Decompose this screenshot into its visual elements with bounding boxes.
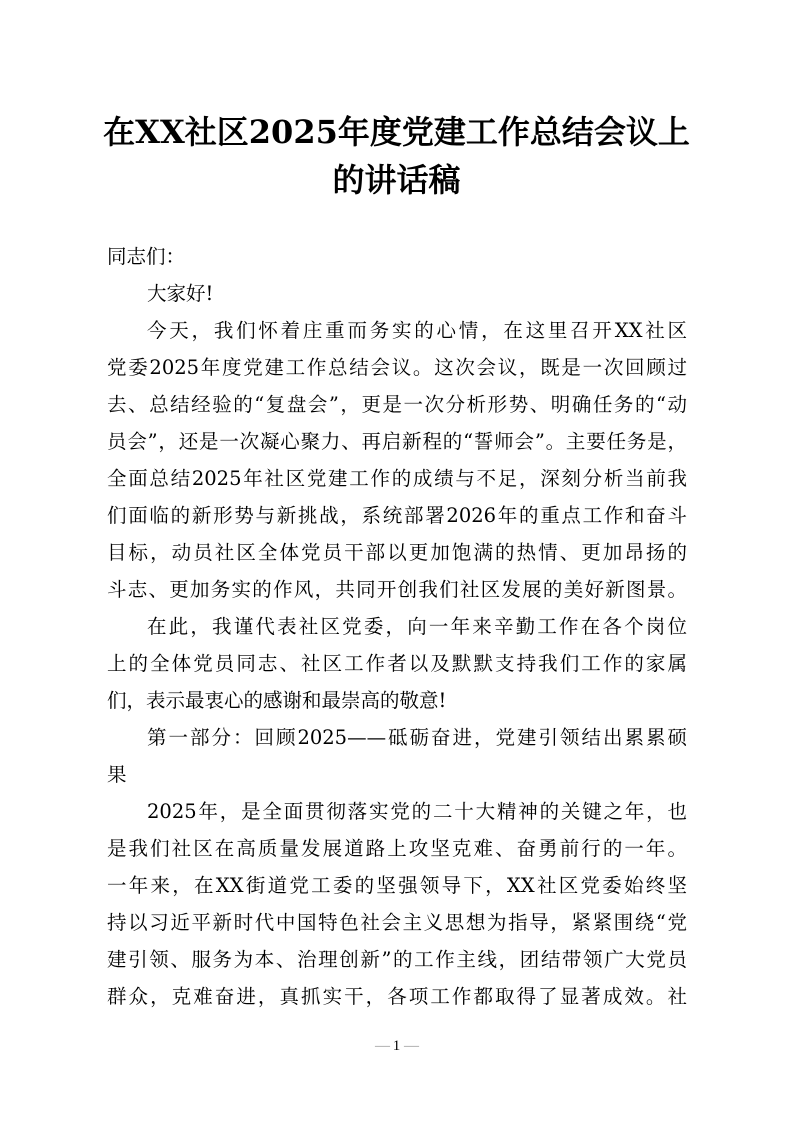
text-line: 今天，我们怀着庄重而务实的心情，在这里召开XX社区	[147, 319, 687, 342]
text-line: 斗志、更加务实的作风，共同开创我们社区发展的美好新图景。	[107, 578, 687, 601]
document-title	[90, 108, 703, 204]
text-line: 们，表示最衷心的感谢和最崇高的敬意!	[107, 689, 447, 712]
footer-dash-left: —	[375, 1038, 389, 1054]
title-line: 的讲话稿	[332, 161, 461, 199]
title-line: 在XX社区2025年度党建工作总结会议上	[103, 113, 690, 151]
text-line: 是我们社区在高质量发展道路上攻坚克难、奋勇前行的一年。	[107, 837, 687, 860]
text-line: 们面临的新形势与新挑战，系统部署2026年的重点工作和奋斗	[107, 504, 687, 527]
text-line: 第一部分：回顾2025——砥砺奋进，党建引领结出累累硕	[147, 726, 687, 749]
text-line: 同志们：	[107, 245, 186, 268]
text-line: 持以习近平新时代中国特色社会主义思想为指导，紧紧围绕“党	[107, 911, 687, 934]
text-line: 果	[107, 763, 127, 786]
text-line: 群众，克难奋进，真抓实干，各项工作都取得了显著成效。社	[107, 985, 687, 1008]
page-number: 1	[392, 1038, 401, 1054]
text-line: 大家好!	[147, 282, 214, 305]
text-line: 建引领、服务为本、治理创新”的工作主线，团结带领广大党员	[107, 948, 687, 971]
text-line: 上的全体党员同志、社区工作者以及默默支持我们工作的家属	[107, 652, 687, 675]
text-line: 一年来，在XX街道党工委的坚强领导下，XX社区党委始终坚	[107, 874, 687, 897]
document-body	[107, 238, 687, 1015]
text-line: 员会”，还是一次凝心聚力、再启新程的“誓师会”。主要任务是，	[107, 430, 687, 453]
footer-dash-right: —	[404, 1038, 418, 1054]
text-line: 在此，我谨代表社区党委，向一年来辛勤工作在各个岗位	[147, 615, 687, 638]
text-line: 全面总结2025年社区党建工作的成绩与不足，深刻分析当前我	[107, 467, 687, 490]
page-footer	[0, 1038, 793, 1055]
text-line: 2025年，是全面贯彻落实党的二十大精神的关键之年，也	[147, 800, 687, 823]
text-line: 目标，动员社区全体党员干部以更加饱满的热情、更加昂扬的	[107, 541, 687, 564]
text-line: 党委2025年度党建工作总结会议。这次会议，既是一次回顾过	[107, 356, 687, 379]
text-line: 去、总结经验的“复盘会”，更是一次分析形势、明确任务的“动	[107, 393, 687, 416]
